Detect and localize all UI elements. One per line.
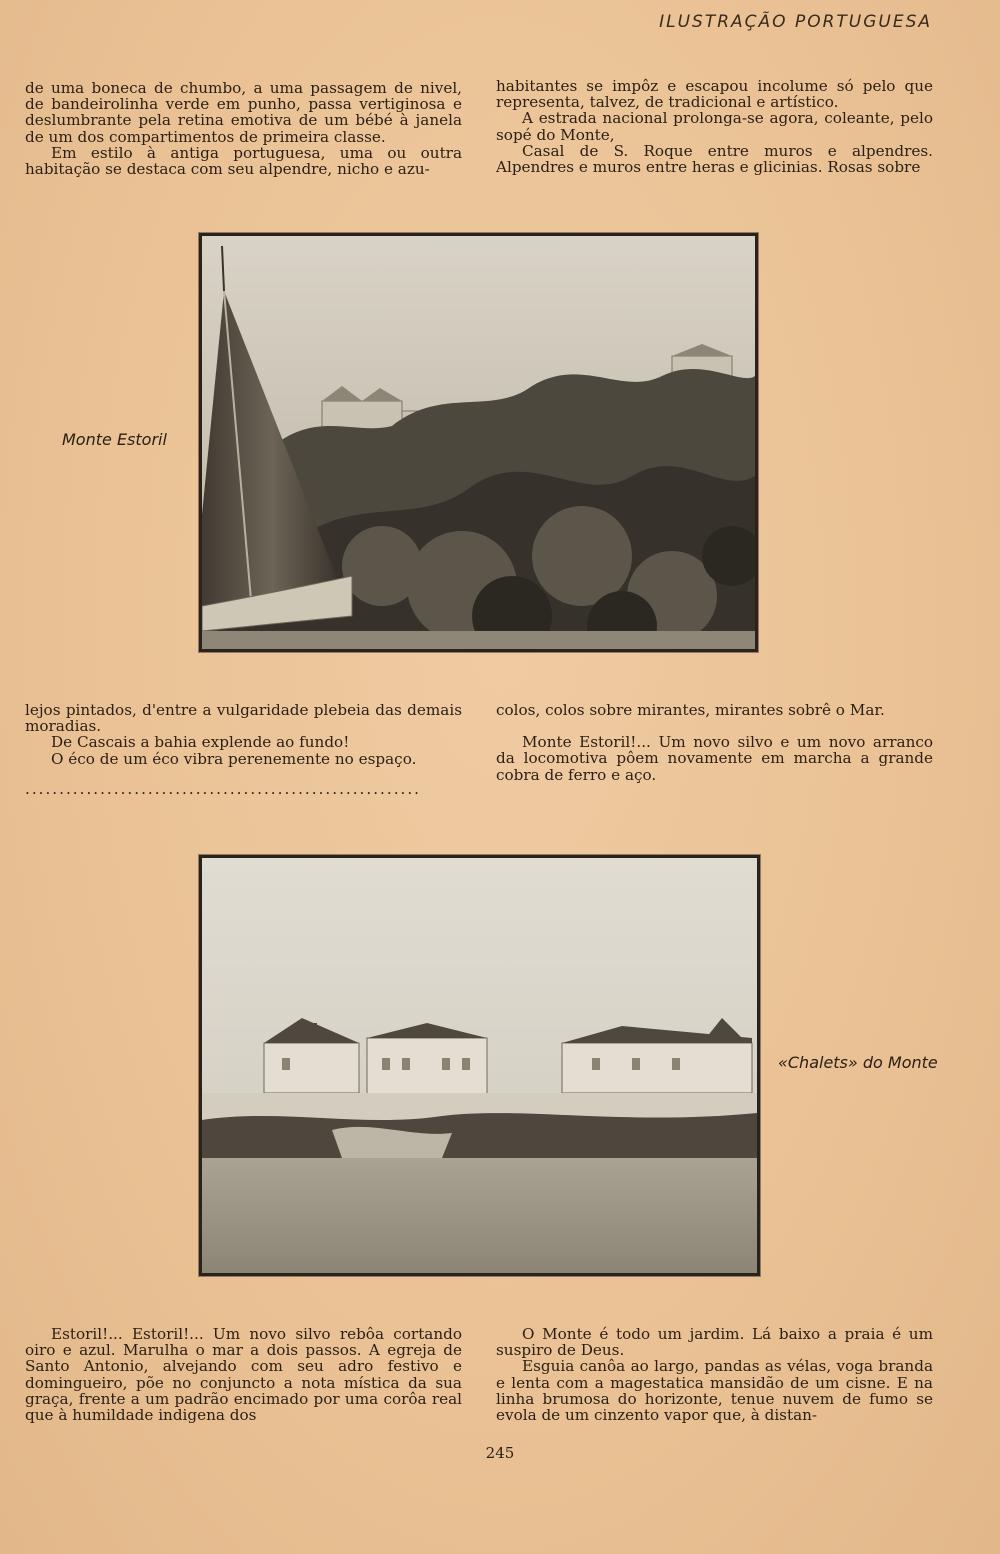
paragraph: A estrada nacional prolonga-se agora, coleante, pelo sopé do Monte, bbox=[496, 109, 933, 144]
caption-monte-estoril: Monte Estoril bbox=[62, 430, 167, 449]
paragraph: de uma boneca de chumbo, a uma passagem de nivel, de bandeirolinha verde em punho, passa vertiginosa e deslumbrante pela retina emotiva de um bébé à janela de um dos compartimentos de primeira classe. bbox=[25, 79, 462, 146]
paragraph: Estoril!... Estoril!... Um novo silvo rebôa cortando oiro e azul. Marulha o mar a dois passos. A egreja de Santo Antonio, alvejando com seu adro festivo e domingueiro, põe no conjuncto a nota mística da sua graça, frente a um padrão encimado por uma corôa real que à humildade indigena dos bbox=[25, 1325, 462, 1425]
paragraph: O Monte é todo um jardim. Lá baixo a praia é um suspiro de Deus. bbox=[496, 1325, 933, 1360]
ellipsis-line: .......................................................... bbox=[25, 780, 422, 798]
running-header: ILUSTRAÇÃO PORTUGUESA bbox=[659, 12, 932, 32]
paragraph: De Cascais a bahia explende ao fundo! bbox=[51, 733, 350, 752]
paragraph: Esguia canôa ao largo, pandas as vélas, voga branda e lenta com a magestatica mansidão de um cisne. E na linha brumosa do horizonte, tenue nuvem de fumo se evola de um cinzento vapor que, à distan- bbox=[496, 1357, 933, 1425]
photo-monte-estoril bbox=[199, 233, 758, 652]
middle-left-column bbox=[25, 702, 462, 797]
bottom-left-column bbox=[25, 1326, 462, 1423]
page-number: 245 bbox=[485, 1444, 515, 1462]
top-right-column bbox=[496, 78, 933, 175]
top-left-column bbox=[25, 80, 462, 177]
paragraph: lejos pintados, d'entre a vulgaridade plebeia das demais moradias. bbox=[25, 701, 462, 736]
paragraph: Casal de S. Roque entre muros e alpendres. Alpendres e muros entre heras e glicinias. Rosas sobre bbox=[496, 141, 933, 177]
bottom-right-column bbox=[496, 1326, 933, 1423]
paragraph: O éco de um éco vibra perenemente no espaço. bbox=[51, 749, 417, 768]
middle-right-column bbox=[496, 702, 933, 783]
paragraph: Em estilo à antiga portuguesa, uma ou outra habitação se destaca com seu alpendre, nicho e azu- bbox=[25, 143, 462, 179]
paragraph: Monte Estoril!... Um novo silvo e um novo arranco da locomotiva pôem novamente em marcha a grande cobra de ferro e aço. bbox=[496, 733, 933, 784]
paragraph: habitantes se impôz e escapou incolume só pelo que representa, talvez, de tradicional e artístico. bbox=[496, 77, 933, 112]
paragraph: colos, colos sobre mirantes, mirantes sobrê o Mar. bbox=[496, 701, 885, 719]
photo-chalets-do-monte bbox=[199, 855, 760, 1276]
caption-chalets-do-monte: «Chalets» do Monte bbox=[778, 1053, 938, 1072]
